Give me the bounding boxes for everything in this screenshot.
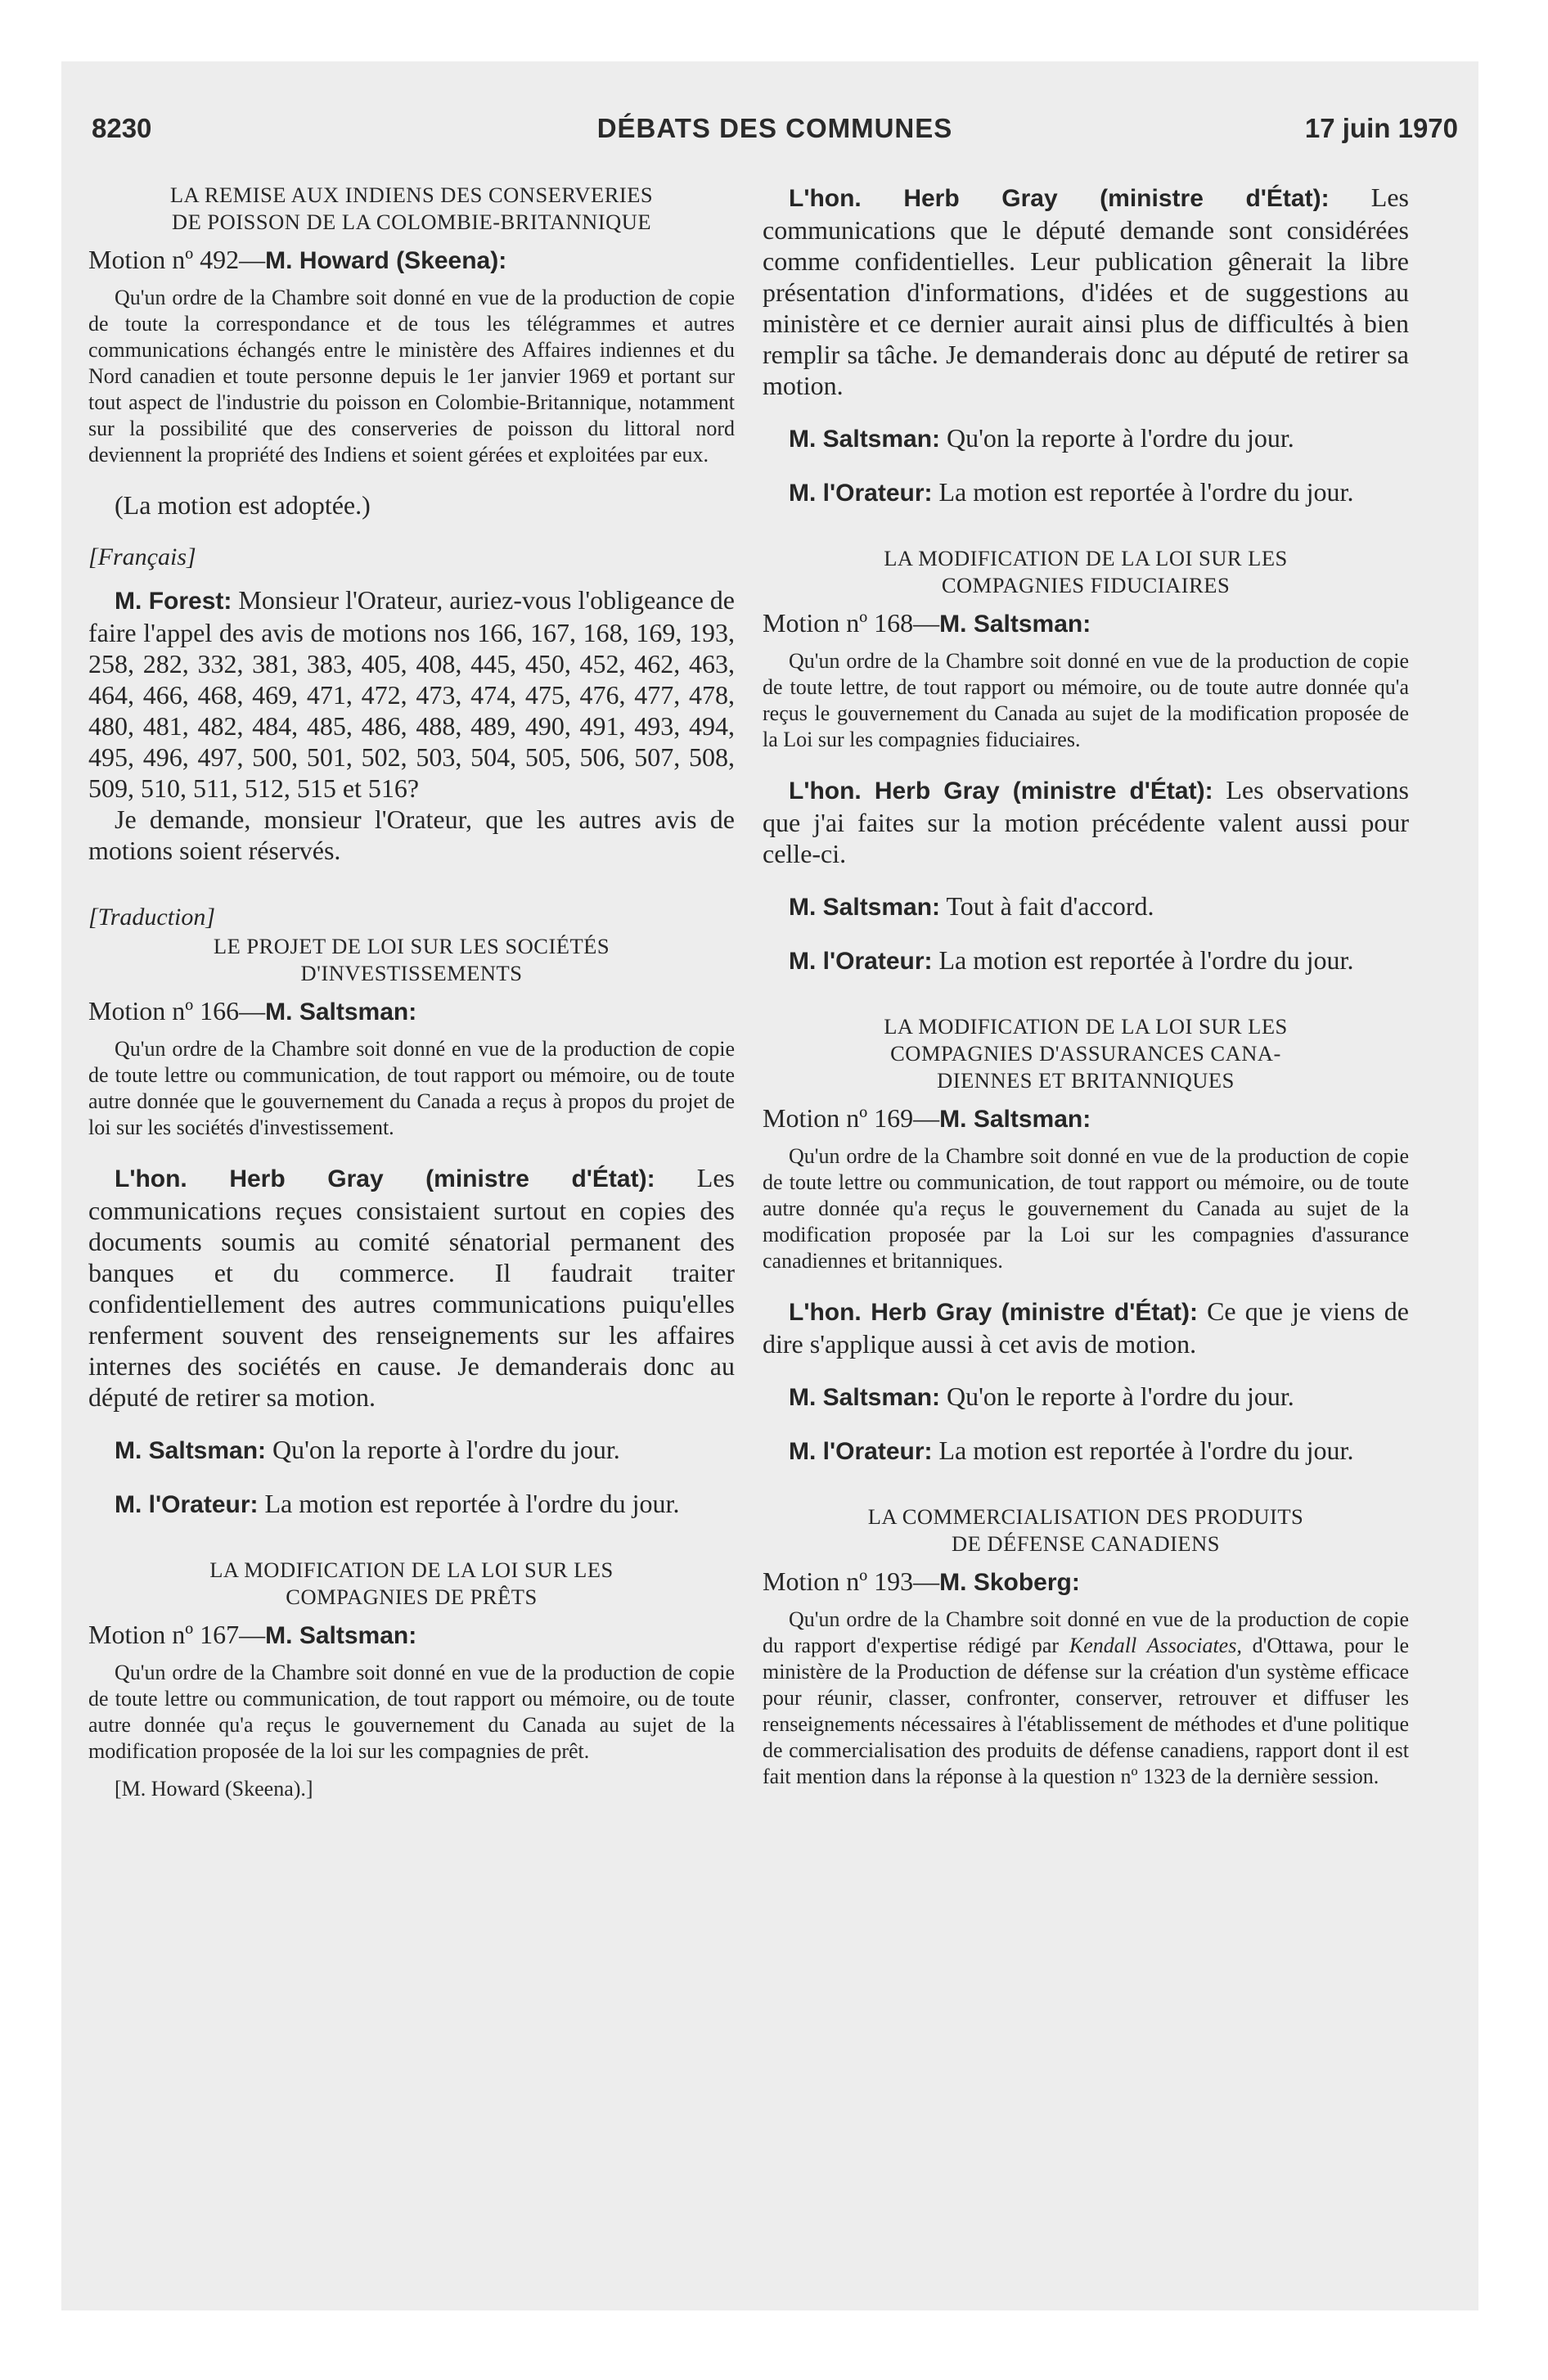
speaker-name: L'hon. Herb Gray (ministre d'État):	[115, 1165, 655, 1192]
speaker-name: L'hon. Herb Gray (ministre d'État):	[789, 185, 1330, 212]
motion-mover: M. Saltsman:	[939, 611, 1091, 638]
running-title: DÉBATS DES COMMUNES	[596, 113, 953, 143]
motion-text: Qu'un ordre de la Chambre soit donné en vue de la production de copie de toute la correspondance et de tous les télégrammes et autres communications échangés entre le ministère des Affaires indiennes et du Nord canadien et toute personne depuis le 1er janvier 1969 et portant sur tout aspect de l'industrie du poisson en Colombie-Britannique, notamment sur la possibilité que des conserveries de poisson du littoral nord deviennent la propriété des Indiens et soient gérées et exploitées par eux.	[88, 286, 735, 467]
speech-paragraph	[763, 774, 1409, 869]
motion-heading	[88, 1619, 735, 1652]
speech-paragraph	[88, 584, 735, 804]
speaker-name: L'hon. Herb Gray (ministre d'État):	[789, 1299, 1198, 1326]
speaker-name: M. l'Orateur:	[115, 1491, 259, 1518]
speaker-name: M. Saltsman:	[789, 426, 941, 453]
motion-text-part: d'Ottawa, pour le ministère de la Production de défense sur la création d'un système efficace pour réunir, classer, confronter, conserver, retrouver et diffuser les renseignements nécessaires à l'établissement de méthodes et d'une politique de commercialisation des produits de défense canadiens, rapport dont il est fait mention dans la réponse à la question nº 1323 de la dernière session.	[763, 1634, 1409, 1788]
motion-mover: M. Saltsman:	[265, 1622, 417, 1649]
motion-text: Qu'un ordre de la Chambre soit donné en vue de la production de copie de toute lettre ou communication, de tout rapport ou mémoire, ou de toute autre donnée qu'a reçus le gouvernement du Canada au sujet de la modification proposée par la Loi sur les compagnies d'assurance canadiennes et britanniques.	[763, 1144, 1409, 1273]
speech-paragraph	[88, 1434, 735, 1467]
speech-text: Ce que je viens de dire s'applique aussi à cet avis de motion.	[763, 1296, 1410, 1359]
language-marker: [Français]	[88, 543, 196, 570]
motion-text-italic: Kendall Associates,	[1069, 1634, 1242, 1657]
page-date: 17 juin 1970	[1304, 113, 1458, 143]
section-title-line: DE POISSON DE LA COLOMBIE-BRITANNIQUE	[171, 210, 652, 234]
right-column	[763, 182, 1409, 1790]
motion-mover: M. Howard (Skeena):	[265, 247, 507, 274]
motion-number: Motion nº 167—	[88, 1620, 266, 1649]
section-title	[88, 933, 735, 987]
speaker-name: L'hon. Herb Gray (ministre d'État):	[789, 778, 1213, 805]
speech-paragraph	[763, 476, 1409, 509]
speech-paragraph	[763, 1435, 1409, 1467]
speech-text: Les communications que le député demande sont considérées comme confidentielles. Leur publication gênerait la libre présentation d'informations, d'idées et de suggestions au ministère et ce dernier aurait ainsi plus de difficultés à bien remplir sa tâche. Je demanderais donc au député de retirer sa motion.	[763, 183, 1409, 400]
section-title	[763, 545, 1409, 599]
motion-number: Motion nº 168—	[763, 608, 940, 638]
section-title-line: LA MODIFICATION DE LA LOI SUR LES	[884, 1014, 1288, 1039]
language-marker: [Traduction]	[88, 904, 216, 931]
motion-text	[763, 1607, 1409, 1790]
section-title-line: COMPAGNIES D'ASSURANCES CANA-	[890, 1041, 1281, 1066]
speech-text: La motion est reportée à l'ordre du jour.	[938, 945, 1354, 975]
motion-number: Motion nº 166—	[88, 996, 266, 1025]
motion-heading	[763, 1102, 1409, 1135]
speech-paragraph	[763, 422, 1409, 455]
speech-text: Monsieur l'Orateur, auriez-vous l'obligeance de faire l'appel des avis de motions nos 166, 167, 168, 169, 193, 258, 282, 332, 381, 383, 405, 408, 445, 450, 452, 462, 463, 464, 466, 468, 469, 471, 472, 473, 474, 475, 476, 477, 478, 480, 481, 482, 484, 485, 486, 488, 489, 490, 491, 493, 494, 495, 496, 497, 500, 501, 502, 503, 504, 505, 506, 507, 508, 509, 510, 511, 512, 515 et 516?	[88, 585, 735, 803]
section-title-line: DE DÉFENSE CANADIENS	[952, 1531, 1220, 1556]
speech-paragraph	[88, 1162, 735, 1413]
motion-number: Motion nº 193—	[763, 1566, 940, 1596]
section-title-line: LA REMISE AUX INDIENS DES CONSERVERIES	[169, 183, 654, 207]
speaker-name: M. l'Orateur:	[789, 480, 933, 507]
section-title-line: LA COMMERCIALISATION DES PRODUITS	[867, 1504, 1304, 1529]
member-reference: [M. Howard (Skeena).]	[115, 1777, 313, 1801]
speech-text: Les communications reçues consistaient surtout en copies des documents soumis au comité sénatorial permanent des banques et du commerce. Il faudrait traiter confidentiellement des autres communications puiqu'elles renferment souvent des renseignements sur les affaires internes des sociétés en cause. Je demanderais donc au député de retirer sa motion.	[88, 1163, 735, 1412]
motion-result: (La motion est adoptée.)	[115, 490, 371, 520]
section-title-line: DIENNES ET BRITANNIQUES	[937, 1068, 1235, 1093]
left-column	[88, 182, 735, 1802]
motion-heading	[88, 244, 735, 277]
speech-paragraph: Je demande, monsieur l'Orateur, que les autres avis de motions soient réservés.	[88, 805, 735, 865]
section-title	[88, 182, 735, 236]
section-title	[763, 1013, 1409, 1094]
speaker-name: M. Forest:	[115, 588, 232, 615]
speaker-name: M. l'Orateur:	[789, 948, 933, 975]
speech-paragraph	[763, 944, 1409, 977]
section-title-line: D'INVESTISSEMENTS	[300, 961, 523, 985]
speech-paragraph	[763, 1296, 1409, 1359]
section-title-line: LE PROJET DE LOI SUR LES SOCIÉTÉS	[213, 934, 610, 958]
motion-number: Motion nº 169—	[763, 1103, 940, 1133]
speech-text: Qu'on le reporte à l'ordre du jour.	[947, 1382, 1294, 1411]
motion-heading	[763, 607, 1409, 640]
speech-text: Tout à fait d'accord.	[946, 891, 1154, 921]
speech-paragraph	[763, 1381, 1409, 1413]
speech-text: La motion est reportée à l'ordre du jour.	[938, 477, 1354, 507]
page-number: 8230	[92, 113, 152, 143]
motion-text: Qu'un ordre de la Chambre soit donné en vue de la production de copie de toute lettre ou communication, de tout rapport ou mémoire, ou de toute autre donnée qu'a reçus le gouvernement du Canada au sujet de la modification proposée de la loi sur les compagnies de prêt.	[88, 1661, 735, 1763]
motion-mover: M. Skoberg:	[939, 1569, 1080, 1596]
speaker-name: M. Saltsman:	[115, 1437, 267, 1464]
motion-heading	[88, 995, 735, 1028]
speech-text: Les observations que j'ai faites sur la motion précédente valent aussi pour celle-ci.	[763, 775, 1409, 868]
section-title-line: COMPAGNIES FIDUCIAIRES	[941, 573, 1231, 597]
motion-text: Qu'un ordre de la Chambre soit donné en vue de la production de copie de toute lettre ou communication, de tout rapport ou mémoire, ou de toute autre donnée que le gouvernement du Canada a reçus à propos du projet de loi sur les sociétés d'investissement.	[88, 1037, 735, 1139]
section-title-line: COMPAGNIES DE PRÊTS	[286, 1584, 538, 1609]
section-title	[763, 1503, 1409, 1557]
speech-paragraph	[88, 1488, 735, 1521]
motion-text: Qu'un ordre de la Chambre soit donné en vue de la production de copie de toute lettre, de tout rapport ou mémoire, ou de toute autre donnée qu'a reçus le gouvernement du Canada au sujet de la modification proposée de la Loi sur les compagnies fiduciaires.	[763, 649, 1409, 751]
speaker-name: M. Saltsman:	[789, 1384, 941, 1411]
speech-text: La motion est reportée à l'ordre du jour.	[264, 1489, 680, 1518]
motion-heading	[763, 1566, 1409, 1598]
speech-text: Qu'on la reporte à l'ordre du jour.	[272, 1435, 620, 1464]
speech-text: Qu'on la reporte à l'ordre du jour.	[947, 423, 1294, 453]
section-title-line: LA MODIFICATION DE LA LOI SUR LES	[209, 1557, 614, 1582]
motion-text-part: Qu'un ordre de la Chambre soit donné en vue de la production de copie du rapport d'expertise rédigé par	[763, 1607, 1409, 1657]
section-title-line: LA MODIFICATION DE LA LOI SUR LES	[884, 546, 1288, 570]
speech-paragraph	[763, 182, 1409, 401]
motion-number: Motion nº 492—	[88, 245, 266, 274]
speaker-name: M. Saltsman:	[789, 894, 941, 921]
motion-mover: M. Saltsman:	[939, 1106, 1091, 1133]
speech-text: La motion est reportée à l'ordre du jour.	[938, 1436, 1354, 1465]
section-title	[88, 1557, 735, 1611]
speech-paragraph	[763, 890, 1409, 923]
page-header	[92, 113, 1458, 154]
motion-mover: M. Saltsman:	[265, 998, 417, 1025]
speaker-name: M. l'Orateur:	[789, 1438, 933, 1465]
